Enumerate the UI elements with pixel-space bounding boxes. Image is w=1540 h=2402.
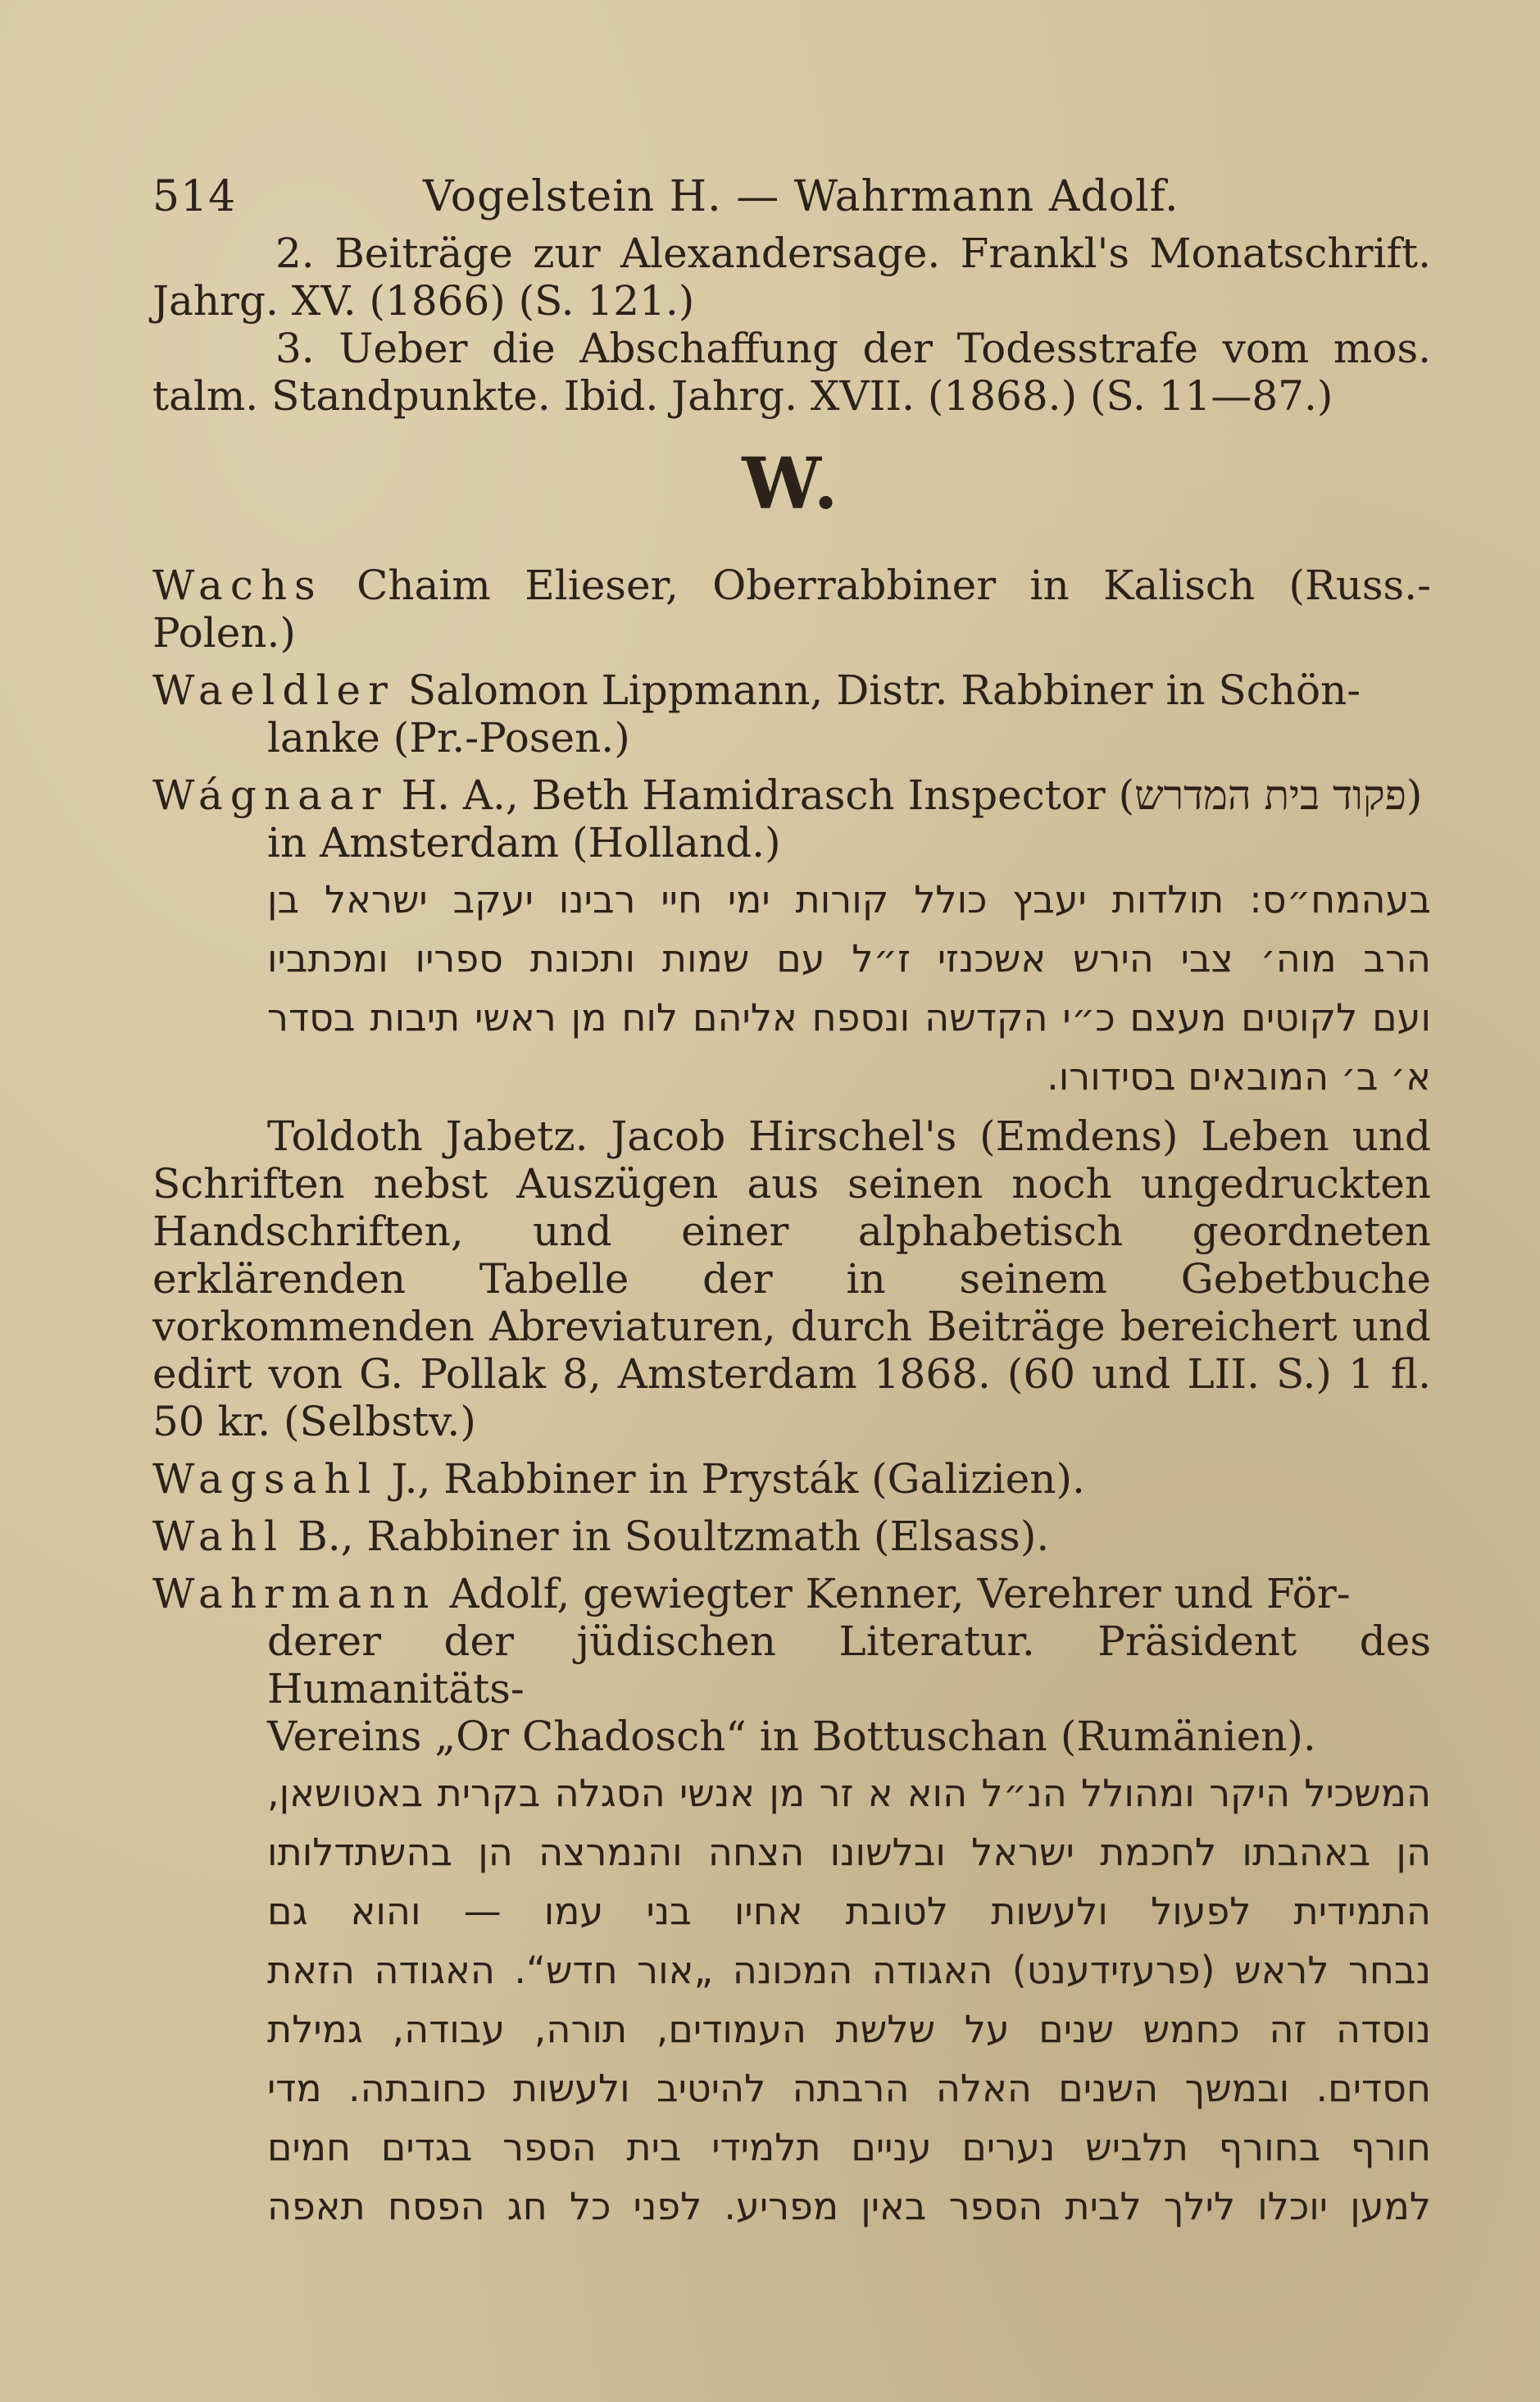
entry-wahl: [152, 1513, 1431, 1560]
bibliography-item-2: 2. Beiträge zur Alexandersage. Frankl's Monatschrift. Jahrg. XV. (1866) (S. 121.): [152, 230, 1431, 325]
entry-text: J., Rabbiner in Prysták (Galizien).: [378, 1455, 1085, 1503]
entry-text: Chaim Elieser, Oberrabbiner in Kalisch (Russ.-Polen.): [152, 562, 1431, 657]
hebrew-description: בעהמח״ס: תולדות יעבץ כולל קורות ימי חיי רבינו יעקב ישראל בן הרב מוה׳ צבי הירש אשכנזי ז״ל עם שמות ותכונת ספריו ומכתביו ועם לקוטים מעצם כ״י הקדשה ונספח אליהם לוח מן ראשי תיבות בסדר א׳ ב׳ המובאים בסידורו.: [267, 877, 1431, 1099]
entry-name: Waeldler: [152, 666, 395, 714]
bibliography-item-3: 3. Ueber die Abschaffung der Todesstrafe vom mos. talm. Standpunkte. Ibid. Jahrg. XVII. (1868.) (S. 11—87.): [152, 325, 1431, 420]
entry-continuation: in Amsterdam (Holland.): [267, 819, 781, 867]
entry-name: Wágnaar: [152, 771, 388, 819]
running-header: [152, 172, 1431, 230]
entry-name: Wahl: [152, 1513, 285, 1560]
entry-name: Wagsahl: [152, 1455, 379, 1503]
page-number: 514: [152, 172, 237, 221]
entry-continuation: lanke (Pr.-Posen.): [267, 714, 630, 762]
hebrew-description: המשכיל היקר ומהולל הנ״ל הוא א זר מן אנשי הסגלה בקרית באטושאן, הן באהבתו לחכמת ישראל ובלשונו הצחה והנמרצה הן בהשתדלותו התמידית לפעול ולעשות לטובת אחיו בני עמו — והוא גם נבחר לראש (פרעזידענט) האגודה המכונה „אור חדש“. האגודה הזאת נוסדה זה כחמש שנים על שלשת העמודים, תורה, עבודה, גמילת חסדים. ובמשך השנים האלה הרבתה להיטיב ולעשות כחובתה. מדי חורף בחורף תלביש נערים עניים תלמידי בית הספר בגדים חמים למען יוכלו לילך לבית הספר באין מפריע. לפני כל חג הפסח תאפה: [267, 1771, 1431, 2228]
entry-continuation: derer der jüdischen Literatur. Präsident des Humanitäts-: [267, 1617, 1431, 1713]
entry-wagnaar: [152, 771, 1431, 1445]
section-letter: W.: [742, 443, 842, 525]
entry-name: Wahrmann: [152, 1570, 437, 1617]
entry-waeldler: [152, 666, 1431, 762]
entry-continuation: Vereins „Or Chadosch“ in Bottuschan (Rumänien).: [267, 1713, 1316, 1760]
entry-name: Wachs: [152, 562, 323, 609]
entry-text: B., Rabbiner in Soultzmath (Elsass).: [284, 1513, 1050, 1560]
entry-wagsahl: [152, 1455, 1431, 1503]
entry-text: Adolf, gewiegter Kenner, Verehrer und För-: [436, 1570, 1351, 1617]
entry-text: Salomon Lippmann, Distr. Rabbiner in Schön-: [394, 666, 1361, 714]
running-title: Vogelstein H. — Wahrmann Adolf.: [423, 172, 1179, 221]
entry-wahrmann: [152, 1570, 1431, 2236]
book-page: [152, 172, 1431, 2236]
german-description: Toldoth Jabetz. Jacob Hirschel's (Emdens) Leben und Schriften nebst Auszügen aus seinen noch ungedruckten Handschriften, und einer alphabetisch geordneten erklärenden Tabelle der in seinem Gebetbuche vorkommenden Abreviaturen, durch Beiträge bereichert und edirt von G. Pollak 8, Amsterdam 1868. (60 und LII. S.) 1 fl. 50 kr. (Selbstv.): [152, 1112, 1431, 1445]
entry-wachs: [152, 562, 1431, 657]
entry-text: H. A., Beth Hamidrasch Inspector (פקוד בית המדרש): [388, 771, 1423, 819]
